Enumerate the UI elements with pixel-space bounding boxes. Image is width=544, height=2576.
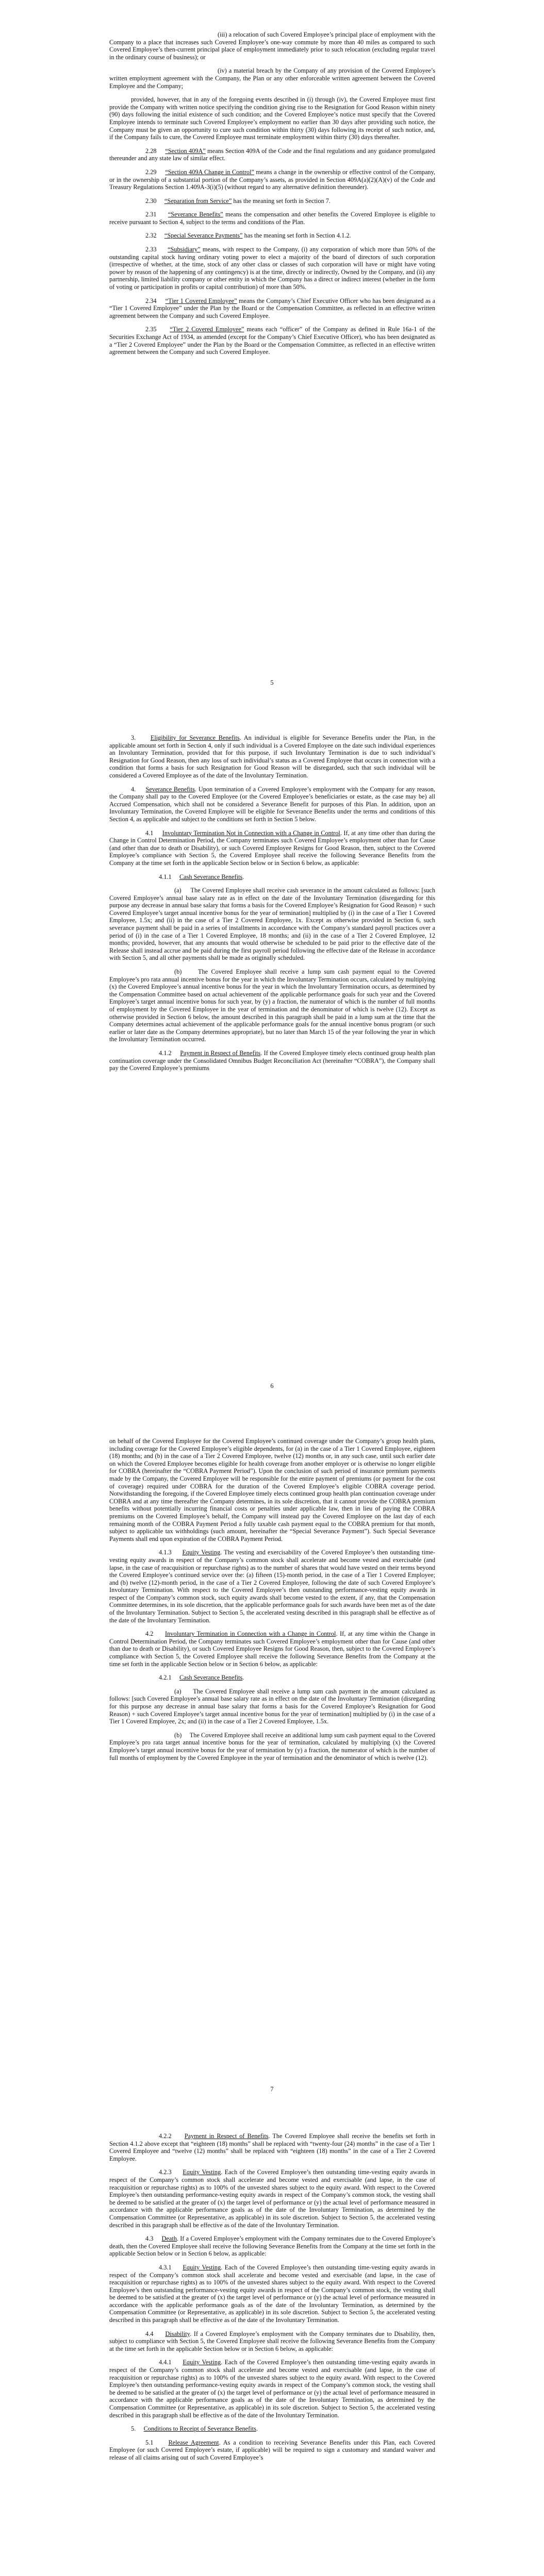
paragraph-text: . An individual is eligible for Severance Benefits under the Plan, in the applicable amount set forth in Section 4, only if such individual is a Covered Employee on the date such individual experiences an Involuntary Termination, provided that for this purpose, if such Involuntary Termination is due to such individual’s Resignation for Good Reason, then any loss of such individual’s status as a Covered Employee that occurs in connection with a condition that forms a basis for such Resignation for Good Reason will be disregarded, such that such individual will be considered a Covered Employee as of the date of the Involuntary Termination. <box>109 734 435 779</box>
paragraph-text: means each “officer” of the Company as defined in Rule 16a-1 of the Securities Exchange Act of 1934, as amended (except for the Company’s Chief Executive Officer), who has been designated as a “Tier 2 Covered Employee” under the Plan by the Board or the Compensation Committee, as reflected in an effective written agreement between the Company and such Covered Employee. <box>109 326 435 356</box>
section-heading: “Tier 1 Covered Employee” <box>165 297 237 304</box>
paragraph-text: The Covered Employee shall receive a lump sum cash payment in the amount calculated as follows: [such Covered Employee’s annual base salary rate as in effect on the date of the Involuntary Termination (disregarding for this purpose any decrease in annual base salary that forms a basis for the Covered Employee’s Resignation for Good Reason) + such Covered Employee’s target annual incentive bonus for the year of termination] multiplied by (i) in the case of a Tier 1 Covered Employee, 2x; and (ii) in the case of a Tier 2 Covered Employee, 1.5x. <box>109 1687 435 1725</box>
paragraph <box>109 968 435 1043</box>
paragraph-text: means the compensation and other benefits the Covered Employee is eligible to receive pursuant to Section 4, subject to the terms and conditions of the Plan. <box>109 211 435 226</box>
paragraph <box>109 829 435 867</box>
section-heading: Disability <box>165 2330 190 2337</box>
paragraph <box>109 1049 435 1072</box>
paragraph <box>109 2168 435 2229</box>
paragraph <box>109 1674 435 1682</box>
section-heading: Equity Vesting <box>183 2359 221 2366</box>
document-page <box>0 1406 544 2110</box>
paragraph <box>109 1732 435 1761</box>
section-number: 5.1 <box>145 2438 154 2446</box>
section-heading: Death <box>161 2235 177 2243</box>
section-heading: “Subsidiary” <box>168 246 201 253</box>
page-body <box>109 2132 435 2468</box>
paragraph <box>109 1688 435 1725</box>
paragraph-text: provided, however, that in any of the foregoing events described in (i) through (iv), the Covered Employee must first provide the Company with written notice specifying the condition giving rise to the Resignation for Good Reason within ninety (90) days following the initial existence of such condition; and the Covered Employee’s notice must specify that the Covered Employee intends to terminate such Covered Employee’s employment no earlier than 30 days after providing such notice, the Company must be given an opportunity to cure such condition within thirty (30) days following its receipt of such notice, and, if the Company fails to cure, the Covered Employee must terminate employment within thirty (30) days thereafter. <box>109 96 435 141</box>
paragraph <box>109 168 435 191</box>
paragraph-text: (iii) a relocation of such Covered Employee’s principal place of employment with the Company to a place that increases such Covered Employee’s one-way commute by more than 40 miles as compared to such Covered Employee’s then-current principal place of employment immediately prior to such relocation (excluding regular travel in the ordinary course of business); or <box>109 31 435 61</box>
section-number: 4.3 <box>145 2235 154 2243</box>
paragraph <box>109 67 435 90</box>
paragraph <box>109 211 435 226</box>
section-number: 4.1.1 <box>159 873 172 880</box>
section-number: (b) <box>174 968 182 976</box>
paragraph-text: The Covered Employee shall receive an additional lump sum cash payment equal to the Covered Employee’s pro rata target annual incentive bonus for the year of termination, calculated by multiplying (x) the Covered Employee’s target annual incentive bonus for the year of termination by (y) a fraction, the numerator of which is the number of full months of employment by the Covered Employee in the year of termination and the denominator of which is twelve (12). <box>109 1731 436 1761</box>
section-number: 2.28 <box>145 147 157 155</box>
section-number: 5. <box>131 2425 136 2433</box>
paragraph-text: . Each of the Covered Employee’s then outstanding time-vesting equity awards in respect of the Company’s common stock shall accelerate and become vested and exercisable (and lapse, in the case of reacquisition or repurchase rights) as to 100% of the unvested shares subject to the equity award. With respect to the Covered Employee’s then outstanding performance-vesting equity awards in respect of the Company’s common stock, the vesting shall be deemed to be satisfied at the greater of (x) the target level of performance or (y) the actual level of performance measured in accordance with the applicable performance goals as of the date of the Involuntary Termination, as determined by the Compensation Committee (or Representative, as applicable) in its sole discretion. Subject to Section 5, the accelerated vesting described in this paragraph shall be effective as of the date of the Involuntary Termination. <box>109 2359 435 2419</box>
section-number: 4.2 <box>145 1630 154 1638</box>
document-page <box>0 2110 544 2576</box>
section-heading: Involuntary Termination Not in Connection with a Change in Control <box>162 829 340 837</box>
paragraph <box>109 873 435 881</box>
section-number: 4.1.2 <box>159 1049 172 1057</box>
section-number: 2.34 <box>145 297 157 304</box>
paragraph-text: means a change in the ownership or effective control of the Company, or in the ownership of a substantial portion of the Company’s assets, as provided in Section 409A(a)(2)(A)(v) of the Code and Treasury Regulations Section 1.409A-3(i)(5) (without regard to any alternative definition thereunder). <box>109 168 435 191</box>
paragraph-text: means the Company’s Chief Executive Officer who has been designated as a “Tier 1 Covered Employee” under the Plan by the Board or the Compensation Committee, as reflected in an effective written agreement between the Company and such Covered Employee. <box>109 297 435 319</box>
section-number: 3. <box>131 734 136 741</box>
paragraph-text: . If, at any time other than during the Change in Control Determination Period, the Company terminates such Covered Employee’s employment other than for Cause (and other than due to death or Disability), or such Covered Employee Resigns for Good Reason, then, subject to the Covered Employee’s compliance with Section 5, the Covered Employee shall receive the following Severance Benefits from the Company at the time set forth in the applicable Section below or in Section 6 below, as applicable: <box>109 829 436 867</box>
paragraph <box>109 297 435 320</box>
paragraph-text: . Each of the Covered Employee’s then outstanding time-vesting equity awards in respect of the Company’s common stock shall accelerate and become vested and exercisable (and lapse, in the case of reacquisition or repurchase rights) as to 100% of the unvested shares subject to the equity award. With respect to the Covered Employee’s then outstanding performance-vesting equity awards in respect of the Company’s common stock, the vesting shall be deemed to be satisfied at the greater of (x) the target level of performance or (y) the actual level of performance measured in accordance with the applicable performance goals as of the date of the Involuntary Termination, as determined by the Compensation Committee (or Representative, as applicable) in its sole discretion. Subject to Section 5, the accelerated vesting described in this paragraph shall be effective as of the date of the Involuntary Termination. <box>109 2168 435 2229</box>
paragraph <box>109 197 435 205</box>
section-number: (b) <box>174 1731 182 1739</box>
section-number: 4.4.1 <box>159 2359 172 2366</box>
paragraph <box>109 734 435 779</box>
section-number: 2.33 <box>145 246 157 253</box>
section-number: 2.32 <box>145 232 157 240</box>
paragraph-text: . <box>242 1674 244 1682</box>
paragraph-text: . Upon termination of a Covered Employee’s employment with the Company for any reason, the Company shall pay to the Covered Employee (or the Covered Employee’s beneficiaries or estate, as the case may be) all Accrued Compensation, which shall not be considered a Severance Benefit for purposes of this Plan. In addition, upon an Involuntary Termination, the Covered Employee will be eligible for Severance Benefits under the terms and conditions of this Section 4, as applicable and subject to the conditions set forth in Section 5 below. <box>109 785 435 823</box>
section-number: 4.1 <box>145 829 154 837</box>
section-heading: Equity Vesting <box>182 1549 221 1556</box>
section-number: 4.2.1 <box>159 1674 172 1682</box>
section-heading: Equity Vesting <box>183 2168 221 2176</box>
paragraph <box>109 2439 435 2462</box>
paragraph-text: . The Covered Employee shall receive the benefits set forth in Section 4.1.2 above except that “eighteen (18) months” shall be replaced with “twenty-four (24) months” in the case of a Tier 1 Covered Employee and “twelve (12) months” shall be replaced with “eighteen (18) months” in the case of a Tier 2 Covered Employee. <box>109 2132 435 2162</box>
paragraph-text: The Covered Employee shall receive cash severance in the amount calculated as follows: [such Covered Employee’s annual base salary rate as in effect on the date of the Involuntary Termination (disregarding for this purpose any decrease in annual base salary that forms a basis for the Covered Employee’s Resignation for Good Reason) + such Covered Employee’s target annual incentive bonus for the year of termination] multiplied by (i) in the case of a Tier 1 Covered Employee, 1.5x; and (ii) in the case of a Tier 2 Covered Employee, 1x. Except as otherwise provided in Section 6, such severance payment shall be paid in a series of installments in accordance with the Company’s standard payroll practices over a period of (i) in the case of a Tier 1 Covered Employee, 18 months; and (ii) in the case of a Tier 2 Covered Employee, 12 months; provided, however, that any amounts that would otherwise be scheduled to be paid prior to the effective date of the Release shall instead accrue and be paid during the first payroll period following the effective date of the Release in accordance with Section 5, and all other payments shall be made as originally scheduled. <box>109 887 435 962</box>
paragraph <box>109 31 435 61</box>
paragraph <box>109 2425 435 2433</box>
paragraph <box>109 887 435 962</box>
paragraph <box>109 786 435 823</box>
section-number: (a) <box>174 887 182 894</box>
section-number: 4.1.3 <box>159 1549 172 1556</box>
paragraph-text: The Covered Employee shall receive a lump sum cash payment equal to the Covered Employee’s pro rata annual incentive bonus for the year in which the Involuntary Termination occurs, calculated by multiplying (x) the Covered Employee’s annual incentive bonus for the year in which the Involuntary Termination occurs, as determined by the Compensation Committee based on actual achievement of the applicable performance goals for such year and the Covered Employee’s target annual incentive bonus for such year, by (y) a fraction, the numerator of which is the number of full months of employment by the Covered Employee in the year of termination and the denominator of which is twelve (12). Except as otherwise provided in Section 6 below, the amount described in this paragraph shall be paid in a lump sum at the time that the Company determines actual achievement of the applicable performance goals for the annual incentive bonus program (or such earlier or later date as the Company determines appropriate), but no later than March 15 of the year following the year in which the Involuntary Termination occurred. <box>109 968 435 1043</box>
section-heading: Eligibility for Severance Benefits <box>150 734 240 741</box>
paragraph <box>109 2235 435 2258</box>
section-heading: “Special Severance Payments” <box>164 232 243 240</box>
section-heading: Payment in Respect of Benefits <box>180 1049 261 1057</box>
section-heading: “Section 409A Change in Control” <box>165 168 254 176</box>
paragraph-text: . If a Covered Employee’s employment with the Company terminates due to the Covered Employee’s death, then the Covered Employee shall receive the following Severance Benefits from the Company at the time set forth in the applicable Section below or in Section 6 below, as applicable: <box>109 2235 435 2258</box>
page-number: 5 <box>270 679 274 686</box>
paragraph-text: means, with respect to the Company, (i) any corporation of which more than 50% of the outstanding capital stock having ordinary voting power to elect a majority of the board of directors of such corporation (irrespective of whether, at the time, stock of any other class or classes of such corporation will have or might have voting power by reason of the happening of any contingency) is at the time, directly or indirectly, Owned by the Company, and (ii) any partnership, limited liability company or other entity in which the Company has a direct or indirect interest (whether in the form of voting or participation in profits or capital contribution) of more than 50%. <box>109 246 435 291</box>
section-number: 4.4 <box>145 2330 154 2337</box>
page-body <box>109 734 435 1078</box>
paragraph <box>109 232 435 240</box>
paragraph <box>109 1630 435 1668</box>
paragraph <box>109 246 435 291</box>
section-heading: Cash Severance Benefits <box>179 873 243 880</box>
paragraph-text: . If, at any time within the Change in Control Determination Period, the Company terminates such Covered Employee’s employment other than for Cause (and other than due to death or Disability), or such Covered Employee Resigns for Good Reason, then, subject to the Covered Employee’s compliance with Section 5, the Covered Employee shall receive the following Severance Benefits from the Company at the time set forth in the applicable Section below or in Section 6 below, as applicable: <box>109 1630 436 1668</box>
paragraph <box>109 96 435 141</box>
page-body <box>109 1437 435 1768</box>
page-number: 6 <box>270 1382 274 1389</box>
section-number: 2.29 <box>145 168 157 176</box>
section-number: 4. <box>131 785 136 793</box>
page-body <box>109 31 435 362</box>
section-heading: “Tier 2 Covered Employee” <box>170 326 244 333</box>
paragraph-text: means Section 409A of the Code and the final regulations and any guidance promulgated thereunder and any state law of similar effect. <box>109 147 435 162</box>
section-heading: Conditions to Receipt of Severance Benefits <box>143 2425 256 2433</box>
paragraph-text: . Each of the Covered Employee’s then outstanding time-vesting equity awards in respect of the Company’s common stock shall accelerate and become vested and exercisable (and lapse, in the case of reacquisition or repurchase rights) as to 100% of the unvested shares subject to the equity award. With respect to the Covered Employee’s then outstanding performance-vesting equity awards in respect of the Company’s common stock, the vesting shall be deemed to be satisfied at the greater of (x) the target level of performance or (y) the actual level of performance measured in accordance with the applicable performance goals as of the date of the Involuntary Termination, as determined by the Compensation Committee (or Representative, as applicable) in its sole discretion. Subject to Section 5, the accelerated vesting described in this paragraph shall be effective as of the date of the Involuntary Termination. <box>109 2263 435 2324</box>
paragraph-text: . As a condition to receiving Severance Benefits under this Plan, each Covered Employee (or such Covered Employee’s estate, if applicable) will be required to sign a customary and standard waiver and release of all claims arising out of such Covered Employee’s <box>109 2438 436 2461</box>
section-number: 4.2.2 <box>159 2132 172 2140</box>
section-number: 2.35 <box>145 326 157 333</box>
section-heading: Involuntary Termination in Connection with a Change in Control <box>164 1630 336 1638</box>
paragraph-text: (iv) a material breach by the Company of any provision of the Covered Employee’s written employment agreement with the Company, the Plan or any other enforceable written agreement between the Covered Employee and the Company; <box>109 67 435 90</box>
paragraph-text: . The vesting and exercisability of the Covered Employee’s then outstanding time-vesting equity awards in respect of the Company’s common stock shall accelerate and become vested and exercisable (and lapse, in the case of reacquisition or repurchase rights) as to the number of shares that would have vested on their terms beyond the Covered Employee’s continued service over the: (a) fifteen (15)-month period, in the case of a Tier 1 Covered Employee; and (b) twelve (12)-month period, in the case of a Tier 2 Covered Employee, following the date of such Covered Employee’s Involuntary Termination. With respect to the Covered Employee’s then outstanding performance-vesting equity awards in respect of the Company’s common stock, such equity awards shall become vested to the extent, if any, that the Compensation Committee determines, in its sole discretion, that the applicable performance goals for such awards have been met as of the date of the Involuntary Termination. Subject to Section 5, the accelerated vesting described in this paragraph shall be effective as of the date of the Involuntary Termination. <box>109 1549 435 1624</box>
document-page <box>0 0 544 703</box>
section-heading: Severance Benefits <box>145 785 195 793</box>
paragraph-text: has the meaning set forth in Section 7. <box>232 197 331 205</box>
section-heading: Release Agreement <box>168 2438 219 2446</box>
section-heading: “Separation from Service” <box>164 197 232 205</box>
paragraph-text: . If a Covered Employee’s employment with the Company terminates due to Disability, then, subject to compliance with Section 5, the Covered Employee shall receive the following Severance Benefits from the Company at the time set forth in the applicable Section below or in Section 6 below, as applicable: <box>109 2330 435 2352</box>
section-heading: Payment in Respect of Benefits <box>184 2132 269 2140</box>
paragraph <box>109 147 435 162</box>
paragraph-text: . <box>256 2425 258 2433</box>
paragraph <box>109 2132 435 2162</box>
section-number: (a) <box>174 1687 182 1695</box>
paragraph <box>109 2359 435 2419</box>
paragraph <box>109 1549 435 1624</box>
paragraph-text: on behalf of the Covered Employee for the Covered Employee’s continued coverage under the Company’s group health plans, including coverage for the Covered Employee’s eligible dependents, for (a) in the case of a Tier 1 Covered Employee, eighteen (18) months; and (b) in the case of a Tier 2 Covered Employee, twelve (12) months or, in any such case, until such earlier date on which the Covered Employee becomes eligible for health coverage from another employer or is otherwise no longer eligible for COBRA (hereinafter the “COBRA Payment Period”). Upon the conclusion of such period of insurance premium payments made by the Company, the Covered Employee will be responsible for the entire payment of premiums (or payment for the cost of coverage) required under COBRA for the duration of the Covered Employee’s eligible COBRA coverage period. Notwithstanding the foregoing, if the Covered Employee timely elects continued group health plan continuation coverage under COBRA and at any time thereafter the Company determines, in its sole discretion, that it cannot provide the COBRA premium benefits without potentially incurring financial costs or penalties under applicable law, then in lieu of paying the COBRA premiums on the Covered Employee’s behalf, the Company will instead pay the Covered Employee on the last day of each remaining month of the COBRA Payment Period a fully taxable cash payment equal to the COBRA premium for that month, subject to applicable tax withholdings (such amount, hereinafter the “Special Severance Payment”). Such Special Severance Payments shall end upon expiration of the COBRA Payment Period. <box>109 1437 435 1543</box>
paragraph <box>109 2330 435 2353</box>
paragraph-text: has the meaning set forth in Section 4.1.2. <box>242 232 351 240</box>
document-page <box>0 703 544 1406</box>
section-heading: Equity Vesting <box>183 2263 221 2271</box>
paragraph <box>109 326 435 355</box>
section-number: 4.2.3 <box>159 2168 172 2176</box>
section-heading: “Severance Benefits” <box>168 211 223 218</box>
section-number: 2.31 <box>145 211 157 218</box>
page-number: 7 <box>270 2086 274 2093</box>
paragraph-text: . If the Covered Employee timely elects continued group health plan continuation coverage under the Consolidated Omnibus Budget Reconciliation Act (hereinafter “COBRA”), the Company shall pay the Covered Employee’s premiums <box>109 1049 436 1072</box>
paragraph-text: . <box>242 873 244 880</box>
section-number: 4.3.1 <box>159 2263 172 2271</box>
paragraph <box>109 2264 435 2324</box>
paragraph <box>109 1437 435 1543</box>
section-heading: “Section 409A” <box>165 147 206 155</box>
section-heading: Cash Severance Benefits <box>179 1674 243 1682</box>
section-number: 2.30 <box>145 197 157 205</box>
